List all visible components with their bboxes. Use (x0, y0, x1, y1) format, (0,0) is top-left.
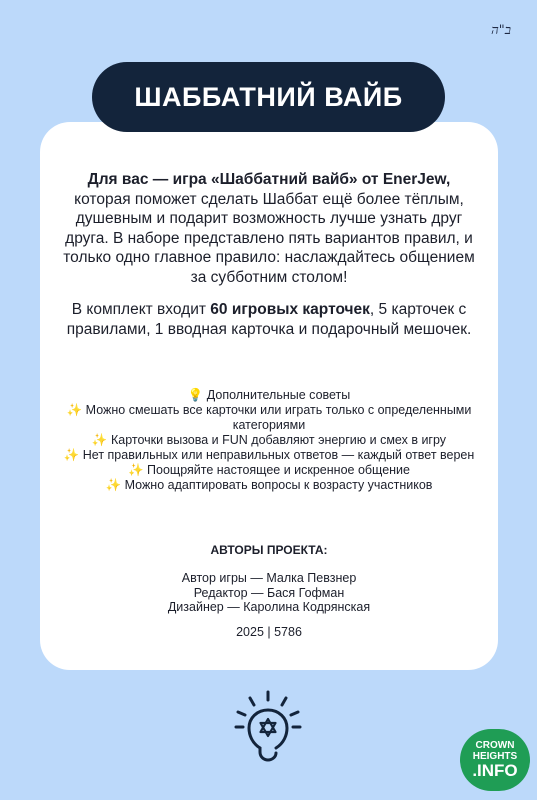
title-pill (92, 62, 445, 132)
intro-body: которая поможет сделать Шаббат ещё более тёплым, душевным и подарит возможность лучше узнать друг друга. В наборе представлено пять вариантов правил, и только одно главное правило: наслаждайтесь общением за субботним столом! (63, 190, 475, 286)
kit-prefix: В комплект входит (71, 301, 211, 318)
tip-item: ✨ Можно смешать все карточки или играть только с определенными категориями (66, 403, 472, 432)
bh-mark: ב"ה (491, 23, 511, 38)
intro-text (60, 170, 478, 287)
author-line: Автор игры — Малка Певзнер (181, 571, 357, 585)
authors-heading: АВТОРЫ ПРОЕКТА: (210, 543, 328, 557)
crownheights-badge (460, 729, 530, 791)
tip-item: ✨ Нет правильных или неправильных ответов — каждый ответ верен (63, 448, 475, 462)
tips-list (60, 388, 478, 493)
lightbulb-star-icon (228, 688, 308, 768)
year-label: 2025 | 5786 (236, 625, 302, 639)
intro-bold: Для вас — игра «Шаббатний вайб» от EnerJew, (87, 171, 451, 188)
badge-bottom-text: .INFO (472, 761, 518, 780)
author-line: Редактор — Бася Гофман (193, 585, 345, 600)
kit-text (60, 300, 478, 339)
tip-item: ✨ Карточки вызова и FUN добавляют энергию и смех в игру (91, 433, 447, 447)
kit-bold: 60 игровых карточек (210, 301, 370, 318)
author-line: Дизайнер — Каролина Кодрянская (167, 600, 371, 614)
page-title: ШАББАТНИЙ ВАЙБ (134, 81, 403, 112)
badge-top-text: CROWN HEIGHTS (472, 740, 518, 762)
tip-item: ✨ Поощряйте настоящее и искренное общение (127, 463, 410, 477)
tip-item: ✨ Можно адаптировать вопросы к возрасту участников (105, 478, 433, 492)
kit-suffix: , 5 карточек с правилами, 1 вводная карточка и подарочный мешочек. (66, 301, 472, 338)
tips-heading: 💡 Дополнительные советы (187, 388, 351, 402)
authors-list (60, 571, 478, 615)
